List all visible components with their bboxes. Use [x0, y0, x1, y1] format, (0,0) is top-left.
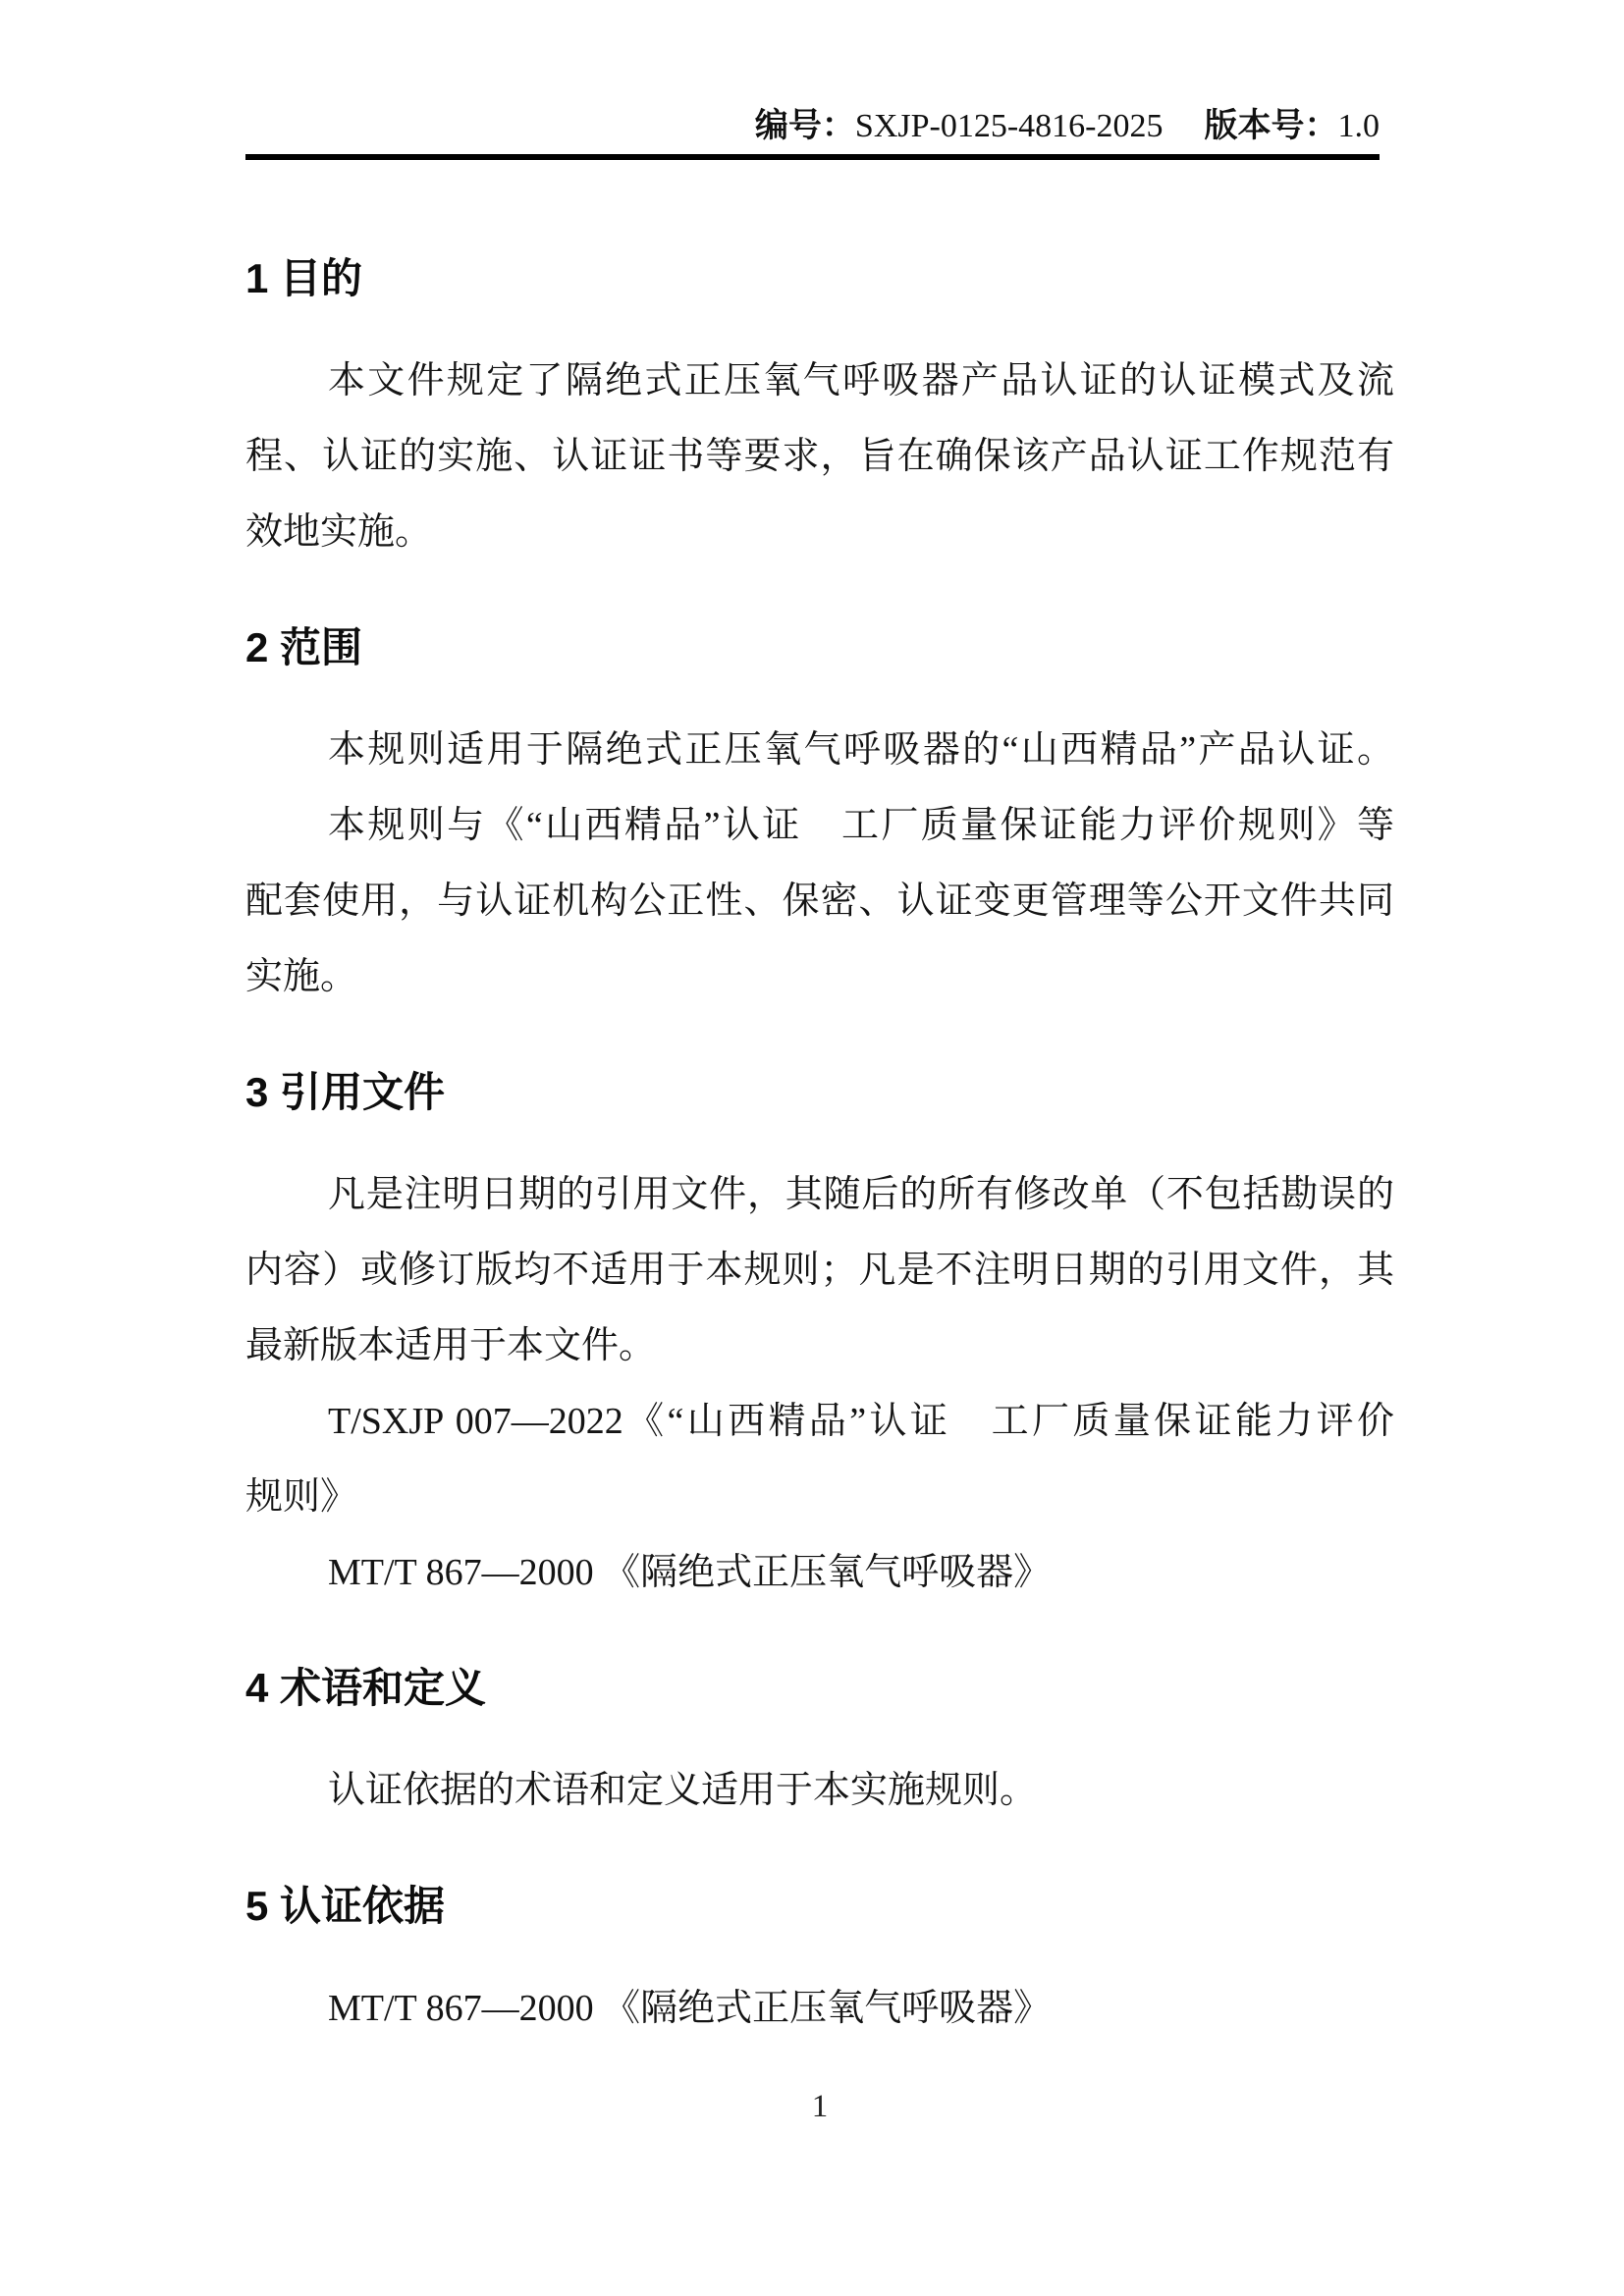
version-label: 版本号： [1204, 107, 1338, 144]
paragraph-line: 凡是注明日期的引用文件，其随后的所有修改单（不包括勘误的 [328, 1174, 1394, 1215]
paragraph-line: MT/T 867—2000 《隔绝式正压氧气呼吸器》 [328, 1988, 1052, 2029]
section-heading-3: 3 引用文件 [245, 1069, 446, 1115]
paragraph-line: 最新版本适用于本文件。 [245, 1325, 657, 1366]
paragraph [245, 1753, 1394, 1829]
paragraph-line: 规则》 [245, 1476, 358, 1518]
paragraph-line: 配套使用，与认证机构公正性、保密、认证变更管理等公开文件共同 [245, 881, 1394, 922]
section-referenced-documents [245, 1054, 1394, 1611]
doc-number-value: SXJP-0125-4816-2025 [854, 108, 1164, 144]
paragraph-line: MT/T 867—2000 《隔绝式正压氧气呼吸器》 [328, 1552, 1052, 1593]
section-scope [245, 610, 1394, 1015]
page-footer [245, 2085, 1394, 2128]
doc-number-label: 编号： [754, 107, 855, 144]
paragraph [245, 1157, 1394, 1384]
section-heading-1: 1 目的 [245, 255, 363, 301]
paragraph-line: 本规则适用于隔绝式正压氧气呼吸器的“山西精品”产品认证。 [328, 729, 1394, 771]
paragraph-line: 效地实施。 [245, 511, 433, 553]
header-divider-rule [245, 154, 1380, 160]
paragraph-line: 本规则与《“山西精品”认证 工厂质量保证能力评价规则》等 [328, 805, 1394, 846]
paragraph-line: T/SXJP 007—2022《“山西精品”认证 工厂质量保证能力评价 [328, 1401, 1394, 1442]
section-heading-4: 4 术语和定义 [245, 1665, 487, 1711]
document-header [245, 104, 1380, 148]
section-heading-5: 5 认证依据 [245, 1883, 446, 1929]
paragraph-line: 认证依据的术语和定义适用于本实施规则。 [328, 1770, 1038, 1811]
page-number: 1 [811, 2089, 829, 2124]
version-value: 1.0 [1337, 108, 1380, 144]
paragraph-line: 内容）或修订版均不适用于本规则；凡是不注明日期的引用文件，其 [245, 1250, 1394, 1291]
paragraph [245, 1535, 1394, 1611]
section-certification-basis [245, 1868, 1394, 2047]
paragraph [245, 1971, 1394, 2047]
paragraph [245, 713, 1394, 788]
section-heading-2: 2 范围 [245, 624, 363, 670]
section-terms-definitions [245, 1650, 1394, 1829]
paragraph-line: 本文件规定了隔绝式正压氧气呼吸器产品认证的认证模式及流 [328, 360, 1394, 401]
section-purpose [245, 240, 1394, 570]
paragraph-line: 程、认证的实施、认证证书等要求，旨在确保该产品认证工作规范有 [245, 436, 1394, 477]
paragraph [245, 788, 1394, 1015]
paragraph [245, 1384, 1394, 1535]
paragraph-line: 实施。 [245, 956, 358, 997]
document-body [245, 240, 1394, 2047]
paragraph [245, 344, 1394, 570]
